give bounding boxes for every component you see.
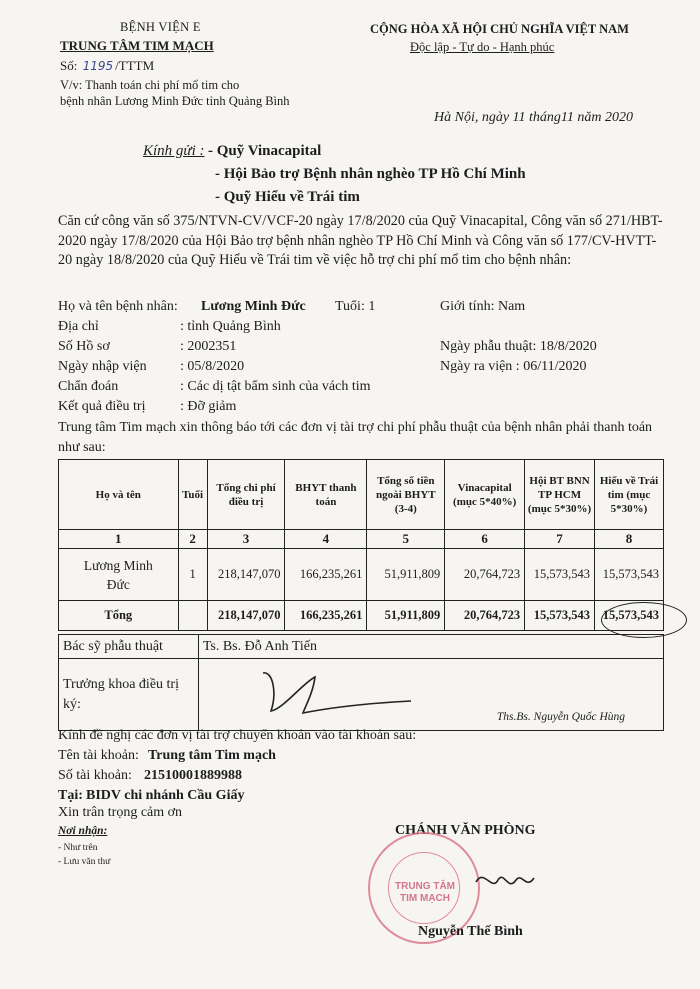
number-cell: 6	[445, 530, 525, 549]
national-title: CỘNG HÒA XÃ HỘI CHỦ NGHĨA VIỆT NAM	[370, 22, 629, 36]
cell-total-cost: 218,147,070	[207, 549, 285, 601]
record-label: Số Hồ sơ	[58, 339, 110, 354]
surgeon-label: Bác sỹ phẫu thuật	[59, 635, 199, 659]
bank-request: Kính đề nghị các đơn vị tài trợ chuyển khoản vào tài khoản sau:	[58, 728, 417, 743]
recipients-list-title: Nơi nhận:	[58, 825, 108, 837]
subject-line-1: V/v: Thanh toán chi phí mổ tim cho	[60, 78, 240, 92]
address-value: : tỉnh Quảng Bình	[180, 319, 281, 334]
surgery-date: Ngày phẫu thuật: 18/8/2020	[440, 339, 597, 354]
subject-line-2: bệnh nhân Lương Minh Đức tỉnh Quảng Bình	[60, 94, 290, 108]
header-cell: Hội BT BNN TP HCM (mục 5*30%)	[525, 460, 595, 530]
signoff-table	[58, 634, 664, 731]
header-cell: BHYT thanh toán	[285, 460, 367, 530]
header-cell: Tổng chi phí điều trị	[207, 460, 285, 530]
bank-at-label: Tại:	[58, 788, 83, 803]
signature-scribble-icon	[243, 663, 443, 725]
table-number-row	[59, 530, 664, 549]
diagnosis-label: Chẩn đoán	[58, 379, 119, 394]
recipients-list-item: - Lưu văn thư	[58, 857, 111, 867]
hospital-name: BỆNH VIỆN E	[120, 20, 201, 34]
header-cell: Tổng số tiền ngoài BHYT (3-4)	[367, 460, 445, 530]
header-cell: Tuổi	[178, 460, 207, 530]
intro-paragraph: Căn cứ công văn số 375/NTVN-CV/VCF-20 ngày 17/8/2020 của Quỹ Vinacapital, Công văn số 271/HBT-2020 ngày 17/8/2020 của Hội Bảo trợ bệnh nhân nghèo TP Hồ Chí Minh và Công văn số 177/CV-HVTT-20 ngày 18/8/2020 của Quỹ Hiểu về Trái tim về việc hỗ trợ chi phí mổ tim cho bệnh nhân:	[58, 213, 663, 268]
result-label: Kết quả điều trị	[58, 399, 146, 414]
header-cell: Vinacapital (mục 5*40%)	[445, 460, 525, 530]
patient-gender: Giới tính: Nam	[440, 299, 526, 314]
ref-prefix: Số:	[60, 58, 78, 73]
pen-circle-mark	[601, 602, 687, 638]
header-cell: Hiểu về Trái tim (mục 5*30%)	[595, 460, 664, 530]
header-cell: Họ và tên	[59, 460, 179, 530]
total-label: Tổng	[59, 601, 179, 631]
patient-age: Tuổi: 1	[335, 299, 376, 314]
account-name: Trung tâm Tim mạch	[148, 748, 276, 763]
table-total-row	[59, 601, 664, 631]
number-cell: 4	[285, 530, 367, 549]
payment-table	[58, 459, 664, 631]
diagnosis-value: : Các dị tật bẩm sinh của vách tim	[180, 379, 371, 394]
stamp-text: TRUNG TÂM TIM MẠCH	[395, 881, 455, 904]
recipient-item: - Quỹ Vinacapital	[208, 143, 322, 159]
number-cell: 2	[178, 530, 207, 549]
department-name: TRUNG TÂM TIM MẠCH	[60, 38, 214, 53]
number-cell: 1	[59, 530, 179, 549]
signer-title: CHÁNH VĂN PHÒNG	[395, 823, 536, 838]
table-header-row	[59, 460, 664, 530]
cell-insurance: 166,235,261	[285, 549, 367, 601]
total-out-of-pocket: 51,911,809	[367, 601, 445, 631]
total-insurance: 166,235,261	[285, 601, 367, 631]
address-label: Địa chỉ	[58, 319, 99, 334]
date-line: Hà Nội, ngày 11 tháng11 năm 2020	[434, 110, 633, 125]
cell-vinacapital: 20,764,723	[445, 549, 525, 601]
recipient-item: - Hội Bảo trợ Bệnh nhân nghèo TP Hồ Chí Minh	[215, 166, 526, 182]
total-age	[178, 601, 207, 631]
patient-name-label: Họ và tên bệnh nhân:	[58, 299, 178, 314]
discharge-date: Ngày ra viện : 06/11/2020	[440, 359, 587, 374]
admit-value: : 05/8/2020	[180, 359, 245, 374]
surgeon-name: Ts. Bs. Đỗ Anh Tiến	[198, 635, 663, 659]
recipients-list-item: - Như trên	[58, 843, 98, 853]
signer-name: Nguyễn Thế Bình	[418, 924, 523, 939]
total-cost: 218,147,070	[207, 601, 285, 631]
ref-suffix: /TTTM	[115, 58, 155, 73]
head-signature-name: Ths.Bs. Nguyễn Quốc Hùng	[496, 711, 625, 723]
bank-name: BIDV chi nhánh Cầu Giấy	[86, 788, 245, 803]
signature-cell	[198, 659, 663, 731]
recipient-item: - Quỹ Hiểu về Trái tim	[215, 189, 360, 205]
total-vinacapital: 20,764,723	[445, 601, 525, 631]
cell-out-of-pocket: 51,911,809	[367, 549, 445, 601]
reference-number	[60, 58, 154, 74]
result-value: : Đỡ giảm	[180, 399, 237, 414]
recipients-label: Kính gửi :	[143, 143, 205, 159]
table-row	[59, 549, 664, 601]
ref-number-handwritten: 1195	[82, 59, 114, 73]
notice-paragraph: Trung tâm Tim mạch xin thông báo tới các đơn vị tài trợ chi phí phẫu thuật của bệnh nhân phải thanh toán như sau:	[58, 420, 653, 455]
number-cell: 5	[367, 530, 445, 549]
thanks-line: Xin trân trọng cảm ơn	[58, 805, 183, 820]
account-number: 21510001889988	[144, 768, 242, 783]
total-hvtt: 15,573,543	[595, 601, 664, 631]
cell-hbt: 15,573,543	[525, 549, 595, 601]
national-motto: Độc lập - Tự do - Hạnh phúc	[410, 40, 555, 54]
account-number-label: Số tài khoản:	[58, 768, 132, 783]
patient-name: Lương Minh Đức	[201, 299, 306, 314]
record-value: : 2002351	[180, 339, 237, 354]
director-signature-icon	[470, 862, 550, 902]
number-cell: 3	[207, 530, 285, 549]
total-hbt: 15,573,543	[525, 601, 595, 631]
admit-label: Ngày nhập viện	[58, 359, 147, 374]
cell-age: 1	[178, 549, 207, 601]
account-name-label: Tên tài khoản:	[58, 748, 139, 763]
number-cell: 8	[595, 530, 664, 549]
head-label: Trưởng khoa điều trị ký:	[59, 659, 199, 731]
cell-hvtt: 15,573,543	[595, 549, 664, 601]
cell-name: Lương Minh Đức	[59, 549, 179, 601]
number-cell: 7	[525, 530, 595, 549]
